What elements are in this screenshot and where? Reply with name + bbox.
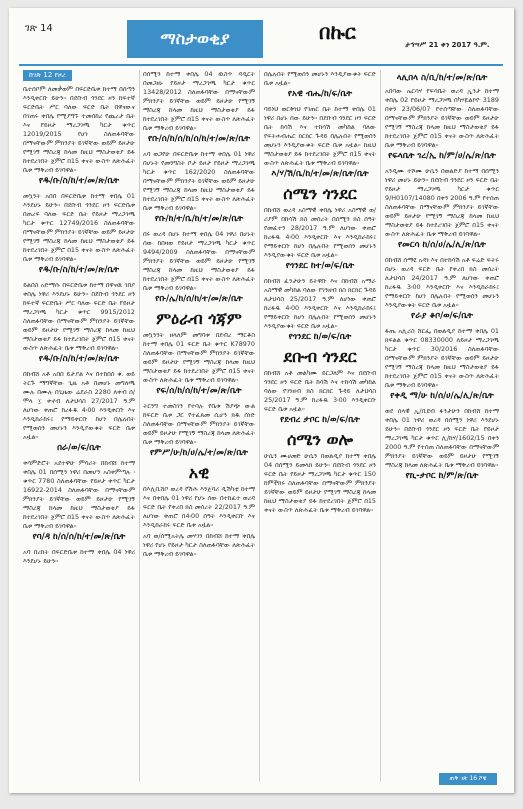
notice-paragraph: ፋጤ አሊሪስ ሸርፌ በወልዲያ ከተማ ቀበሌ 01 ክፍልል ቁጥር 08330000 ለይዞታ ማረጋገጫ ካርታ ቁጥር 30/2016 ስለጠፋባቸው በማናቸውም ምክንያት ይገኛቸው ወይም ይዞታሁ የሚገኝ ማስረጃ ከላመ ከዚህ ማስታወቂያ ይፋ ከተደረገበት ጀምሮ በ15 ቀናት ውስጥ ለጽሕፈት ቤቱ ማቅረብ ይገባዋል፡፡ — [385, 327, 499, 389]
notice-paragraph: በከብሸ ሰማዩ አዳነ እና በተከሳሽ አቶ ፍሬድ ፍትሩ በሆኑ ወረዳ ፍርድ ቤት የቀረበ ክስ መሰረት ለታህሳስ 24/2017 ዓ.ም ለሆነው ቀጠሮ ከረፋዱ 3፡00 እንዲቀርቡ እና እንዲከራከሩ፤ የማይቀርቡ ከሆነ በሌሉበት የሚወሰን መሆኑን እንዲያውቁት ፍርድ ቤቱ አዟል፡፡ — [385, 256, 499, 309]
header-rule — [19, 64, 503, 66]
notice-signature: እ/ሃ/ሽ/ቤ/ከ/ተ/መ/ጽ/ቤት/ቤት — [271, 169, 369, 179]
column-4 — [385, 70, 499, 785]
notice-paragraph: መኳንት አበበ በፍርድቤቱ ከተማ ቀበሌ 01 እንደሆኑ ይሁን፡፡ በደቡብ ጎንደር ዞን ፍርድቤቱ በጠረፍ ባለው ፍርድ ቤት የይዞታ ማረጋገጫ ካርታ ቁጥር 12749/2016 ስለጠፋባቸው በማናቸውም ምክንያት ይገኛቸው ወይም ይዞታሁ የሚገኝ ማስረጃ ከላመ ከዚህ ማስታወቂያ ይፋ ከተደረገበት ጀምሮ በ15 ቀናት ውስጥ ለጽሕፈት ቤቱ ማቅረብ ይገባዋል፡፡ — [23, 192, 135, 263]
notice-signature: የቀዲ ማ/ሁ ከ/ሰ/ሀ/ሌ/ሊ/ጽ/ቤት — [390, 391, 494, 401]
notice-paragraph: ቤተሰቦም ለመቃወም በፍርድቤቱ ከተማ በሰጣን እንዲቀርቡ ይሁን፡፡ በደቡብ ጎንደር ዞን ከፍተኛ ፍርድቤት ሥር ባለው ፍርድ ቤት በዋናውና በገጠሩ ቀበሌ የሚያግኙ ተመሰከረ የጨረታ ቤት እና የይዞታ ማረጋገጫ ካርታ ቁጥር 12019/2015 የሆነ ስለጠፋባቸው በማናቸውም ምክንያት ይገኛቸው ወይም ይዞታሁ የሚገኝ ማስረጃ ከላመ ከዚህ ማስታወቂያ ይፋ ከተደረገበት ጀምሮ በ15 ቀናት ውስጥ ለጽሕፈት ቤቱ ማቅረብ ይገባዋል፡፡ — [23, 85, 135, 174]
notice-signature: የኪ-ታቦር ከ/ም/ጽ/ቤት — [405, 471, 479, 481]
column-divider — [380, 70, 381, 782]
notice-paragraph: አንዲሙ ተሾሙ ሁሴን በወልድያ ከተማ በሰሚን ነዋሪ መሆኑ ይሁን፡፡ በደቡብ ጎንደር ዞን ፍርድ ቤት የይዞታ ማረጋገጫ ካርታ ቁጥር 9/H0107/14080 በቀን 2006 ዓ.ም የተሰጠ ስለጠፋባቸው በማናቸውም ምክንያት ይገኛቸው ወይም ይዞታሁ የሚገኝ ማስረጃ ከላመ ከዚህ ማስታወቂያ ይፋ ከተደረገበት ጀምሮ በ15 ቀናት ውስጥ ለጽሕፈት ቤቱ ማቅረብ ይገባዋል፡፡ — [385, 167, 499, 238]
notice-signature: በራ/ወ/ፍ/ቤት — [57, 443, 101, 453]
continued-from-tag: ከገጽ 12 የዞረ — [23, 70, 72, 81]
notice-paragraph: አበባው ኤርሳሃ የፍሳቤት ወረዳ ኢንታ ከተማ ቀበሌ 02 የይዞታ ማረጋገጫ በካሃዬልኮዮ 3189 በቀን 23/06/07 የተሰጣቸው ስለጠፋባቸው በማናቸውም ምክንያት ይገኛቸው ወይም ይዞታሁ የሚገኝ ማስረጃ ከላመ ከዚህ ማስታወቂያ ይፋ ከተደረገበት ጀምሮ በ15 ቀናት ውስጥ ለጽሕፈት ቤቱ ማቅረብ ይገባዋል፡፡ — [385, 87, 499, 149]
notice-paragraph: በከብሸ ፈንታሁን ይትዋቡ እና በከብሸ አማራ አስማዊ መካከል ባለው የገንዘብ ክስ ክርክር ጉዳይ ለታህሳስ 25/2017 ዓ.ም ለሆነው ቀጠሮ ከረፋዱ 4፡00 እንዲቀርቡ እና እንዲከራከሩ፤ የማይቀርቡ ከሆነ በሌሉበት የሚወሰን መሆኑን እንዲያውቁት ፍርድ ቤቱ አዟል፡፡ — [264, 277, 376, 330]
notice-paragraph: ይልበስ አድማሱ በፍርድቤቱ ከተማ በዋናዉ ገበያ ቀበሌ ነዋሪ እንደሆኑ ይሁን፡፡ በደቡብ ጎንደር ዞን ከፍተኛ ፍርድቤት ሥር ባለው ፍርድ ቤት የይዞታ ማረጋገጫ ካርታ ቁጥር 9915/2012 ስለጠፋባቸው በማናቸውም ምክንያት ይገኛቸው ወይም ይዞታሁ የሚገኝ ማስረጃ ከላመ ከዚህ ማስታወቂያ ይፋ ከተደረገበት ጀምሮ በ15 ቀናት ውስጥ ለጽሕፈት ቤቱ ማቅረብ ይገባዋል፡፡ — [23, 281, 135, 352]
column-1 — [23, 70, 135, 785]
notice-paragraph: አባ በረከት በፍርድቤቱ ከተማ ቀበሌ 04 ነዋሪ እንደሆኑ ይሁን፡፡ — [23, 548, 135, 565]
notice-paragraph: ቀሳምድሮት አደተዋሁ ምሳሪት በከብሸ ከተማ ቀበሌ 01 በሰሚን ነዋሪ በመሆን አስቀምጣሉ ፡ ቁጥር 7780 ስለጠፋባቸው የይዞታ ቀጥር ካርታ 16922-2014 ስለጠፋባቸው በማናቸውም ምክንያት ይገኛቸው ወይም ይዞታሁ የሚገኝ ማስረጃ ከላመ ከዚህ ማስታወቂያ ይፋ ከተደረገበት ጀምሮ በ15 ቀናት ውስጥ ለጽሕፈት ቤቱ ማቅረብ ይገባዋል፡፡ — [23, 459, 135, 530]
notice-paragraph: ትርንግ ተመስገን የተባሉ የቤቱ ሽያጭ ውል ከፍርድ ቤቱ ጋር የተፈጸመ ሲሆን ክዱ ሰነድ ስለጠፋባቸው በማናቸውም ምክንያት ይገኛቸው ወይም ይዞታሁ የሚገኝ ማስረጃ ከላመ ለጽሕፈት ቤቱ ማቅረብ ይገባዋል፡፡ — [143, 402, 255, 446]
notice-signature: የምሥ/ሁ/ከ/ሀ/ሌ/ተ/መ/ጽ/ቤት — [150, 448, 248, 458]
masthead-title: በኩር — [319, 20, 356, 44]
notice-signature: የአዊ ብሔ/ከ/ፍ/ቤት — [287, 89, 353, 99]
page-footer-tag: ጠቅ ገጽ 16 ሾዌ — [439, 773, 497, 785]
region-heading: ሰሜን ጎንደር — [283, 184, 357, 203]
notice-signature: የዱ/ቡ/ስ/ከ/ተ/መ/ጽ/ቤት — [38, 265, 120, 275]
column-3 — [264, 70, 376, 785]
notice-paragraph: ባይነህ ወርቅነህ የገጠር ቤት ከተማ ቀበሌ 01 ነዋሪ በሆኑ ሰው ይሁን፡፡ በደቡብ ጎንደር ዞን ፍርድ ቤት ከሳሽ እና ተከሳሽ መካከል ባለው የፍትሐብሔር ክርክር ጉዳይ በሌሉበት የሚወሰን መሆኑን እንዲያውቁት ፍርድ ቤቱ አዟል፡፡ ከዚህ ማስታወቂያ ይፋ ከተደረገበት ጀምሮ በ15 ቀናት ውስጥ ለጽሕፈት ቤቱ ማቅረብ ይገባዋል፡፡ — [264, 105, 376, 167]
notice-paragraph: አባ ወ/ሰሚአትሌ መሃገን በከብሸ ከተማ ቀበሌ ነዋሪ የሆኑ የይዞታ ካርታ ስለጠፋባቸው ለጽሕፈት ቤቱ ማቅረብ ይገባዋል፡፡ — [143, 532, 255, 558]
notice-signature: የፍ/ሰ/ከ/ሰ/ከ/ተ/መ/ጽ/ቤት — [156, 386, 242, 396]
region-heading: ደቡብ ጎንደር — [283, 347, 357, 366]
notice-signature: የጎንደር ከተ/ወ/ፍ/ቤት — [285, 261, 355, 271]
notice-signature: የራያ ቆቦ/ወ/ፍ/ቤት — [411, 311, 473, 321]
notice-rubric: ላሊበላ ስ/ቢ/ከ/ተ/መ/ጽ/ቤት — [396, 73, 488, 83]
notice-signature: የመርሳ ከ/ሰ/ሀ/ሌ/ሊ/ጽ/ቤት — [398, 240, 486, 250]
section-banner: ማስታወቂያ — [127, 20, 263, 58]
notice-paragraph: በእሊቢሸቦ ወረዳ የሽሕ እንጀባሪ ዲሽካቲ ከተማ እና በቀበሌ 01 ነዋሪ የሆኑ ሰው በተከፈተ ወረዳ ፍርድ ቤት የቀረበ ክስ መሰረት 22/2017 ዓ.ም ለሆነው ቀጠሮ በ4፡00 ሰዓት እንዲቀርቡ እና እንዲከራከሩ ፍርድ ቤቱ አዟል፡፡ — [143, 485, 255, 529]
page-header — [19, 20, 503, 62]
notice-paragraph: ሁሴን ሙሀመድ ሁሴን በወልዲያ ከተማ ቀበሌ 04 በሰሚን ይመላክ ይሁን፡፡ በደቡብ ጎንደር ዞን ፍርድ ቤት የይዞታ ማረጋገጫ ካርታ ቁጥር 150 ከምችክሩ ስለጠፋባቸው በማናቸውም ምክንያት ይገኛቸው ወይም ይዞታሁ የሚገኝ ማስረጃ ከላመ ከዚህ ማስታወቂያ ይፋ ከተደረገበት ጀምሮ በ15 ቀናት ውስጥ ለጽሕፈት ቤቱ ማቅረብ ይገባዋል፡፡ — [264, 452, 376, 514]
notice-paragraph: በከብሸ ወረዳ አስማዊ ቀበሌ ነዋሪ አስማዊ ወ/ሪያም በከሳሽ ክስ መሰረት በሰሚን ክስ ሰዓት የመፈተን 28/2017 ዓ.ም ለሆነው ቀጠሮ ከረፋዱ 4፡00 እንዲቀርቡ እና እንዲከራከሩ፤ የማይቀርቡ ከሆነ በሌሉበት የሚወሰን መሆኑን እንዲያውቁት ፍርድ ቤቱ አዟል፡፡ — [264, 206, 376, 259]
region-heading: አዊ — [188, 463, 210, 482]
issue-date: ታኅሣሥ 21 ቀን 2017 ዓ.ም. — [405, 41, 490, 49]
notice-paragraph: በከብሸ አቶ አበበ ይታያል እና በተከበሰ ቁ. ወይ ትርጉ ማግኛቸው ጊዜ አቶ በመሆኑ መግለጫ ሙሉ በሙሉ በጊዜው ሬደራስ 2280 ለቀብ ሰ/ሞላ ፲ ቀኖብ ለታህሳስ 27/2017 ዓ.ም ለሆነው ቀጠሮ ከረፋዱ 4፡00 እንዲቀርቡ እና እንዲከራከሩ፤ የማይቀርቡ ከሆነ በሌሉበት የሚወሰን መሆኑን እንዲያውቁት ፍርድ ቤቱ አዟል፡፡ — [23, 370, 135, 441]
newspaper-page — [9, 8, 514, 793]
notice-paragraph: በሰሚን ከተማ ቀበሌ 04 ዉስጥ ዳዲርት በመጋዘኑ የይዞታ ማረጋገጫ ካርታ ቁጥር 13428/2012 ስለጠፋባቸው በማናቸውም ምክንያት ይገኛቸው ወይም ይዞታሁ የሚገኝ ማስረጃ ከላመ ከዚህ ማስታወቂያ ይፋ ከተደረገበት ጀምሮ በ15 ቀናት ውስጥ ለጽሕፈት ቤቱ ማቅረብ ይገባዋል፡፡ — [143, 70, 255, 132]
notice-signature: የደብረ ታቦር ከ/ወ/ፍ/ቤት — [280, 415, 360, 425]
notice-signature: የዱ/ቡ/ስ/ከ/ተ/መ/ጽ/ቤት — [38, 354, 120, 364]
notice-signature: የቡ/ሰ/ከ/ሰ/ከ/ሰ/ከ/ተ/መ/ጽ/ቤት — [147, 134, 251, 144]
notice-paragraph: መኳንንት ዘላለም መግባቱ በደብረ ማርቆስ ከተማ ቀበሌ 01 ፍርድ ቤት ቁጥር K78970 ስለጠፋባቸው በማናቸውም ምክንያት ይገኛቸው ወይም ይዞታሁ የሚገኝ ማስረጃ ከላመ ከዚህ ማስታወቂያ ይፋ ከተደረገበት ጀምሮ በ15 ቀናት ውስጥ ለጽሕፈት ቤቱ ማቅረብ ይገባዋል፡፡ — [143, 331, 255, 384]
column-divider — [259, 70, 260, 782]
notice-paragraph: በሌሉበት የሚወሰን መሆኑን እንዲያውቁት ፍርድ ቤቱ አዟል፡፡ — [264, 70, 376, 87]
notice-paragraph: ወደ ሰላዊ ኢ/ቢዩብ ፋንታሁን በከብሸ ከተማ ቀበሌ 01 ነዋሪ ወረዳ በሰሚን ነዋሪ እንደሆኑ ይሁን፡፡ በደቡብ ጎንደር ዞን ፍርድ ቤት የይዞታ ማረጋገጫ ካርታ ቁጥር ሊ/ከሃ/1602/15 በቀን 2000 ዓ.ም የተሰጠ ስለጠፋባቸው በማናቸውም ምክንያት ይገኛቸው ወይም ይዞታሁ የሚገኝ ማስረጃ ከላመ ለጽሕፈት ቤቱ ማቅረብ ይገባዋል፡፡ — [385, 407, 499, 469]
region-heading: ሰሜን ወሎ — [287, 430, 353, 449]
notice-signature: የፍላቤት ገረ/ኢ ከ/ም/ሀ/ሌ/ጽ/ቤት — [388, 151, 496, 161]
region-heading: ምዕራብ ጎጃም — [156, 309, 242, 328]
notice-signature: የባ/ዳ ከ/ሰ/ሰ/ከ/ተ/መ/ጽ/ቤት — [32, 532, 126, 542]
notice-signature: የዱ/ቡ/ስ/ከ/ተ/መ/ጽ/ቤት — [38, 176, 120, 186]
notice-signature: የቡ/ሌ/ከ/ሰ/ከ/ተ/መ/ጽ/ቤት — [155, 294, 243, 304]
column-divider — [139, 70, 140, 782]
notice-signature: የጎንደር ከ/ወ/ፍ/ቤት — [288, 332, 352, 342]
notice-paragraph: በሩ ወረዳ በሆኑ ከተማ ቀበሌ 04 ነዋሪ በሆኑት ሰው ከበዛወ የይዞታ ማረጋገጫ ካርታ ቁጥር 9494/2009 ስለጠፋባቸው በማናቸውም ምክንያት ይገኛቸው ወይም ይዞታሁ የሚገኝ ማስረጃ ከላመ ከዚህ ማስታወቂያ ይፋ ከተደረገበት ጀምሮ በ15 ቀናት ውስጥ ለጽሕፈት ቤቱ ማቅረብ ይገባዋል፡፡ — [143, 230, 255, 292]
notice-paragraph: አባ ወጋየሁ በፍርድቤቱ ከተማ ቀበሌ 01 ነዋሪ በሆኑት የመንግስት ቦታ ይዞታ የይዞታ ማረጋገጫ ካርታ ቁጥር 162/2020 ስለጠፋባቸው በማናቸውም ምክንያት ይገኛቸው ወይም ይዞታሁ የሚገኝ ማስረጃ ከላመ ከዚህ ማስታወቂያ ይፋ ከተደረገበት ጀምሮ በ15 ቀናት ውስጥ ለጽሕፈት ቤቱ ማቅረብ ይገባዋል፡፡ — [143, 150, 255, 212]
column-2 — [143, 70, 255, 785]
notice-signature: የቡ/ከ/ተ/ቤ/ከ/ተ/መ/ጽ/ቤት — [154, 214, 244, 224]
page-number: ገጽ 14 — [25, 23, 53, 34]
notice-paragraph: በከብሸ አቶ መልካሙ ይርጋለም እና በደቡብ ጎንደር ዞን ፍርድ ቤት ከሳሽ እና ተከሳሽ መካከል ባለው የገንዘብ ክስ ክርክር ጉዳይ ለታህሳስ 25/2017 ዓ.ም ከረፋዱ 3፡00 እንዲቀርቡ ፍርድ ቤቱ አዟል፡፡ — [264, 369, 376, 413]
